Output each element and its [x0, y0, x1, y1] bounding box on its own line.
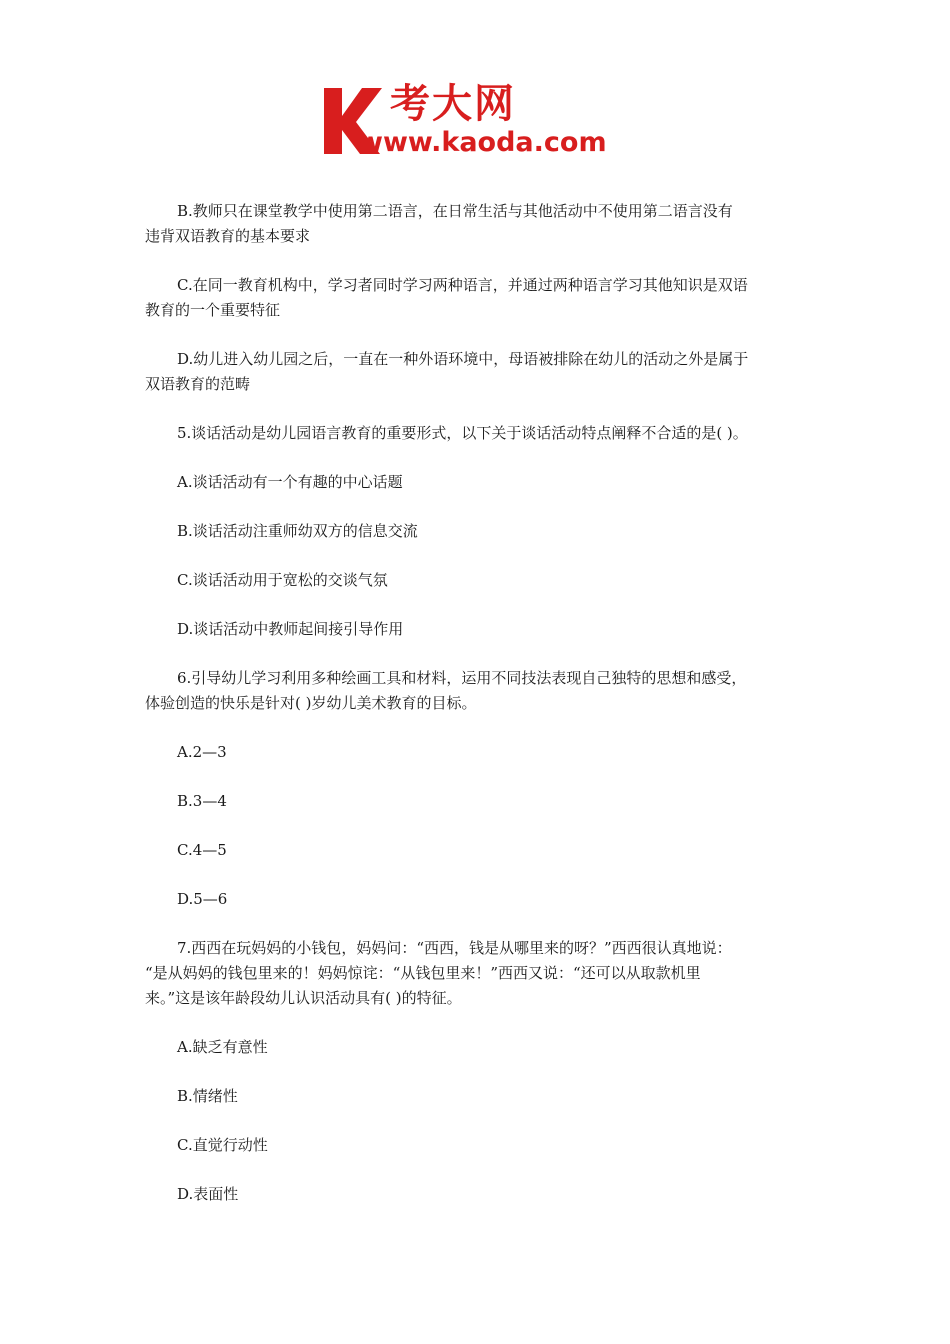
- logo-url: www.kaoda.com: [358, 127, 607, 158]
- question-6: 6.引导幼儿学习利用多种绘画工具和材料，运用不同技法表现自己独特的思想和感受， 体验创造的快乐是针对( )岁幼儿美术教育的目标。: [145, 669, 747, 712]
- option-a-q6: A.2—3: [177, 743, 227, 761]
- question-7: 7.西西在玩妈妈的小钱包，妈妈问：“西西，钱是从哪里来的呀？”西西很认真地说： “是从妈妈的钱包里来的！妈妈惊诧：“从钱包里来！”西西又说：“还可以从取款机里 来。”这是该年龄段幼儿认识活动具有( )的特征。: [145, 939, 732, 1007]
- question-5: 5.谈话活动是幼儿园语言教育的重要形式，以下关于谈话活动特点阐释不合适的是( )。: [177, 424, 748, 442]
- option-d-q5: D.谈话活动中教师起间接引导作用: [177, 620, 404, 638]
- kaoda-logo: [318, 81, 640, 164]
- option-d-q4: D.幼儿进入幼儿园之后，一直在一种外语环境中，母语被排除在幼儿的活动之外是属于 双语教育的范畴: [145, 350, 749, 393]
- option-c-q5: C.谈话活动用于宽松的交谈气氛: [177, 571, 388, 589]
- option-c-q7: C.直觉行动性: [177, 1136, 268, 1154]
- option-b-q4: B.教师只在课堂教学中使用第二语言，在日常生活与其他活动中不使用第二语言没有 违背双语教育的基本要求: [145, 202, 733, 245]
- option-a-q5: A.谈话活动有一个有趣的中心话题: [177, 473, 403, 491]
- document-body: [145, 199, 815, 1231]
- option-d-q7: D.表面性: [177, 1185, 239, 1203]
- option-c-q4: C.在同一教育机构中，学习者同时学习两种语言，并通过两种语言学习其他知识是双语 教育的一个重要特征: [145, 276, 748, 319]
- option-b-q7: B.情绪性: [177, 1087, 238, 1105]
- option-c-q6: C.4—5: [177, 841, 227, 859]
- logo-name: 考大网: [390, 81, 516, 127]
- option-b-q6: B.3—4: [177, 792, 227, 810]
- option-a-q7: A.缺乏有意性: [177, 1038, 268, 1056]
- option-d-q6: D.5—6: [177, 890, 228, 908]
- option-b-q5: B.谈话活动注重师幼双方的信息交流: [177, 522, 418, 540]
